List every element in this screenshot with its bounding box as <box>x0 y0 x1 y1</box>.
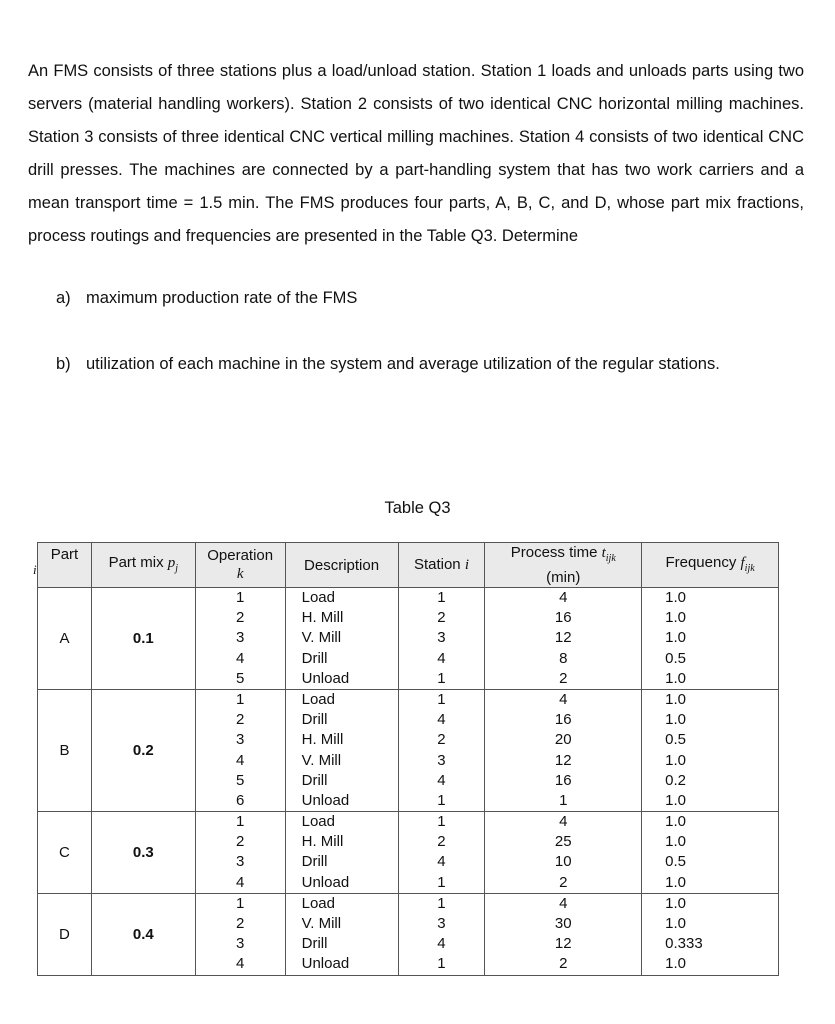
process-time-cell-value: 12 <box>554 935 572 953</box>
table-row <box>38 689 779 811</box>
part-mix-cell: 0.4 <box>91 893 195 975</box>
header-process-time-sub: ijk <box>605 553 616 564</box>
frequency-cell-value: 1.0 <box>665 915 686 932</box>
table-caption: Table Q3 <box>384 499 451 517</box>
header-process-time-label: Process time <box>510 544 598 561</box>
description-cell <box>285 893 398 975</box>
question-a-label: a) <box>56 289 71 307</box>
header-frequency <box>642 543 779 588</box>
operation-cell-value: 4 <box>235 873 245 891</box>
operation-cell <box>195 689 285 811</box>
process-time-cell-value: 4 <box>559 813 568 831</box>
description-cell-value: V. Mill <box>301 751 342 769</box>
frequency-cell-value: 0.333 <box>665 935 703 953</box>
part-cell: B <box>38 689 92 811</box>
process-time-cell-value: 1 <box>559 791 568 809</box>
station-cell-value: 4 <box>437 771 446 789</box>
frequency-cell <box>642 812 779 894</box>
station-cell-value: 4 <box>437 649 446 667</box>
question-a <box>56 289 357 308</box>
description-cell <box>285 812 398 894</box>
header-operation-symbol: k <box>236 566 244 582</box>
station-cell-value: 3 <box>437 751 446 769</box>
description-cell <box>285 689 398 811</box>
header-frequency-sub: ijk <box>744 562 755 574</box>
process-time-cell-value: 10 <box>554 853 572 871</box>
operation-cell-value: 1 <box>235 894 245 912</box>
frequency-cell-value: 1.0 <box>665 791 686 809</box>
process-time-cell-value: 12 <box>554 629 572 647</box>
operation-cell-value: 2 <box>235 711 245 729</box>
description-cell-value: Unload <box>301 955 350 973</box>
frequency-cell <box>642 588 779 690</box>
station-cell-value: 1 <box>437 690 446 708</box>
process-time-cell-value: 20 <box>554 731 572 749</box>
station-cell <box>398 689 485 811</box>
question-b-label: b) <box>56 355 71 373</box>
operation-cell-value: 3 <box>235 629 245 647</box>
process-time-cell-value: 30 <box>554 915 572 932</box>
part-index-symbol: i <box>33 562 37 577</box>
header-operation-label: Operation <box>207 547 274 564</box>
operation-cell-value: 2 <box>235 609 245 627</box>
frequency-cell-value: 1.0 <box>665 589 686 606</box>
process-time-cell-value: 25 <box>554 833 572 851</box>
description-cell-value: Drill <box>301 649 328 667</box>
station-cell-value: 3 <box>437 629 446 647</box>
frequency-cell-value: 1.0 <box>665 873 686 891</box>
header-station-symbol: i <box>464 557 469 573</box>
header-process-time <box>485 543 642 588</box>
process-routing-table <box>37 542 779 976</box>
process-time-cell-value: 4 <box>559 690 568 708</box>
station-cell-value: 1 <box>437 894 446 912</box>
header-part-mix-label: Part mix <box>108 553 164 571</box>
frequency-cell-value: 1.0 <box>665 751 686 769</box>
part-mix-cell: 0.3 <box>91 812 195 894</box>
header-description: Description <box>285 543 398 588</box>
description-cell-value: Load <box>301 589 335 606</box>
frequency-cell <box>642 893 779 975</box>
description-cell-value: Unload <box>301 669 350 687</box>
part-mix-cell: 0.2 <box>91 689 195 811</box>
description-cell-value: V. Mill <box>301 915 342 932</box>
description-cell-value: Load <box>301 813 335 831</box>
frequency-cell-value: 0.5 <box>665 649 686 667</box>
description-cell-value: Unload <box>301 791 350 809</box>
header-operation <box>195 543 285 588</box>
header-part <box>38 543 92 588</box>
frequency-cell <box>642 689 779 811</box>
process-time-cell-value: 16 <box>554 711 572 729</box>
operation-cell <box>195 588 285 690</box>
station-cell <box>398 588 485 690</box>
frequency-cell-value: 1.0 <box>665 690 686 708</box>
station-cell <box>398 812 485 894</box>
header-station <box>398 543 485 588</box>
description-cell-value: H. Mill <box>301 731 344 749</box>
header-process-time-unit: (min) <box>546 569 581 586</box>
station-cell-value: 2 <box>437 833 446 851</box>
operation-cell-value: 1 <box>235 589 245 606</box>
station-cell-value: 1 <box>437 873 446 891</box>
header-part-mix-symbol: p <box>167 554 176 571</box>
header-frequency-symbol: f <box>740 554 745 571</box>
station-cell <box>398 893 485 975</box>
station-cell-value: 3 <box>437 915 446 932</box>
process-time-cell <box>485 588 642 690</box>
frequency-cell-value: 1.0 <box>665 813 686 831</box>
station-cell-value: 1 <box>437 955 446 973</box>
process-time-cell-value: 16 <box>554 771 572 789</box>
frequency-cell-value: 1.0 <box>665 833 686 851</box>
part-cell: D <box>38 893 92 975</box>
process-time-cell-value: 2 <box>559 873 568 891</box>
process-time-cell-value: 16 <box>554 609 572 627</box>
operation-cell <box>195 893 285 975</box>
frequency-cell-value: 1.0 <box>665 669 686 687</box>
description-cell-value: Drill <box>301 935 328 953</box>
operation-cell-value: 4 <box>235 955 245 973</box>
table-header-row <box>38 543 779 588</box>
description-cell-value: Drill <box>301 853 328 871</box>
frequency-cell-value: 1.0 <box>665 711 686 729</box>
header-station-label: Station <box>413 556 461 573</box>
station-cell-value: 1 <box>437 813 446 831</box>
station-cell-value: 1 <box>437 669 446 687</box>
description-cell-value: Drill <box>301 771 328 789</box>
part-mix-cell: 0.1 <box>91 588 195 690</box>
question-a-text: maximum production rate of the FMS <box>86 289 358 307</box>
table-row <box>38 893 779 975</box>
process-time-cell-value: 2 <box>559 955 568 973</box>
description-cell-value: Load <box>301 894 335 912</box>
question-b <box>56 355 720 374</box>
process-time-cell-value: 4 <box>559 589 568 606</box>
header-process-time-symbol: t <box>601 545 606 561</box>
description-cell-value: V. Mill <box>301 629 342 647</box>
operation-cell-value: 4 <box>235 649 245 667</box>
part-cell: A <box>38 588 92 690</box>
station-cell-value: 2 <box>437 731 446 749</box>
process-time-cell-value: 4 <box>559 894 568 912</box>
operation-cell-value: 3 <box>235 731 245 749</box>
operation-cell-value: 6 <box>235 791 245 809</box>
frequency-cell-value: 0.2 <box>665 771 686 789</box>
station-cell-value: 4 <box>437 711 446 729</box>
header-part-label: Part <box>50 546 79 563</box>
operation-cell-value: 4 <box>235 751 245 769</box>
process-time-cell-value: 2 <box>559 669 568 687</box>
frequency-cell-value: 0.5 <box>665 853 686 871</box>
description-cell-value: Load <box>301 690 335 708</box>
header-frequency-label: Frequency <box>665 553 737 571</box>
operation-cell-value: 5 <box>235 669 245 687</box>
process-time-cell <box>485 812 642 894</box>
operation-cell-value: 3 <box>235 853 245 871</box>
table-body <box>38 588 779 976</box>
station-cell-value: 4 <box>437 935 446 953</box>
operation-cell-value: 2 <box>235 915 245 932</box>
problem-statement: An FMS consists of three stations plus a load/unload station. Station 1 loads and unloads parts using two servers (material handling workers). Station 2 consists of two identical CNC horizontal milling machines. Station 3 consists of three identical CNC vertical milling machines. Station 4 consists of two identical CNC drill presses. The machines are connected by a part-handling system that has two work carriers and a mean transport time = 1.5 min. The FMS produces four parts, A, B, C, and D, whose part mix fractions, process routings and frequencies are presented in the Table Q3. Determine <box>28 62 804 245</box>
operation-cell-value: 3 <box>235 935 245 953</box>
frequency-cell-value: 1.0 <box>665 894 686 912</box>
description-cell <box>285 588 398 690</box>
description-cell-value: H. Mill <box>301 609 344 627</box>
part-cell: C <box>38 812 92 894</box>
frequency-cell-value: 1.0 <box>665 629 686 647</box>
frequency-cell-value: 0.5 <box>665 731 686 749</box>
process-time-cell <box>485 689 642 811</box>
description-cell-value: H. Mill <box>301 833 344 851</box>
process-time-cell-value: 12 <box>554 751 572 769</box>
header-part-mix <box>91 543 195 588</box>
process-time-cell-value: 8 <box>559 649 568 667</box>
station-cell-value: 4 <box>437 853 446 871</box>
frequency-cell-value: 1.0 <box>665 955 686 973</box>
operation-cell-value: 5 <box>235 771 245 789</box>
table-row <box>38 588 779 690</box>
table-row <box>38 812 779 894</box>
station-cell-value: 1 <box>437 791 446 809</box>
operation-cell <box>195 812 285 894</box>
operation-cell-value: 1 <box>235 813 245 831</box>
process-time-cell <box>485 893 642 975</box>
operation-cell-value: 1 <box>235 690 245 708</box>
operation-cell-value: 2 <box>235 833 245 851</box>
station-cell-value: 1 <box>437 589 446 606</box>
question-b-text: utilization of each machine in the system and average utilization of the regular stations. <box>86 355 720 373</box>
header-part-mix-sub: j <box>175 562 179 574</box>
frequency-cell-value: 1.0 <box>665 609 686 627</box>
description-cell-value: Drill <box>301 711 328 729</box>
station-cell-value: 2 <box>437 609 446 627</box>
description-cell-value: Unload <box>301 873 350 891</box>
